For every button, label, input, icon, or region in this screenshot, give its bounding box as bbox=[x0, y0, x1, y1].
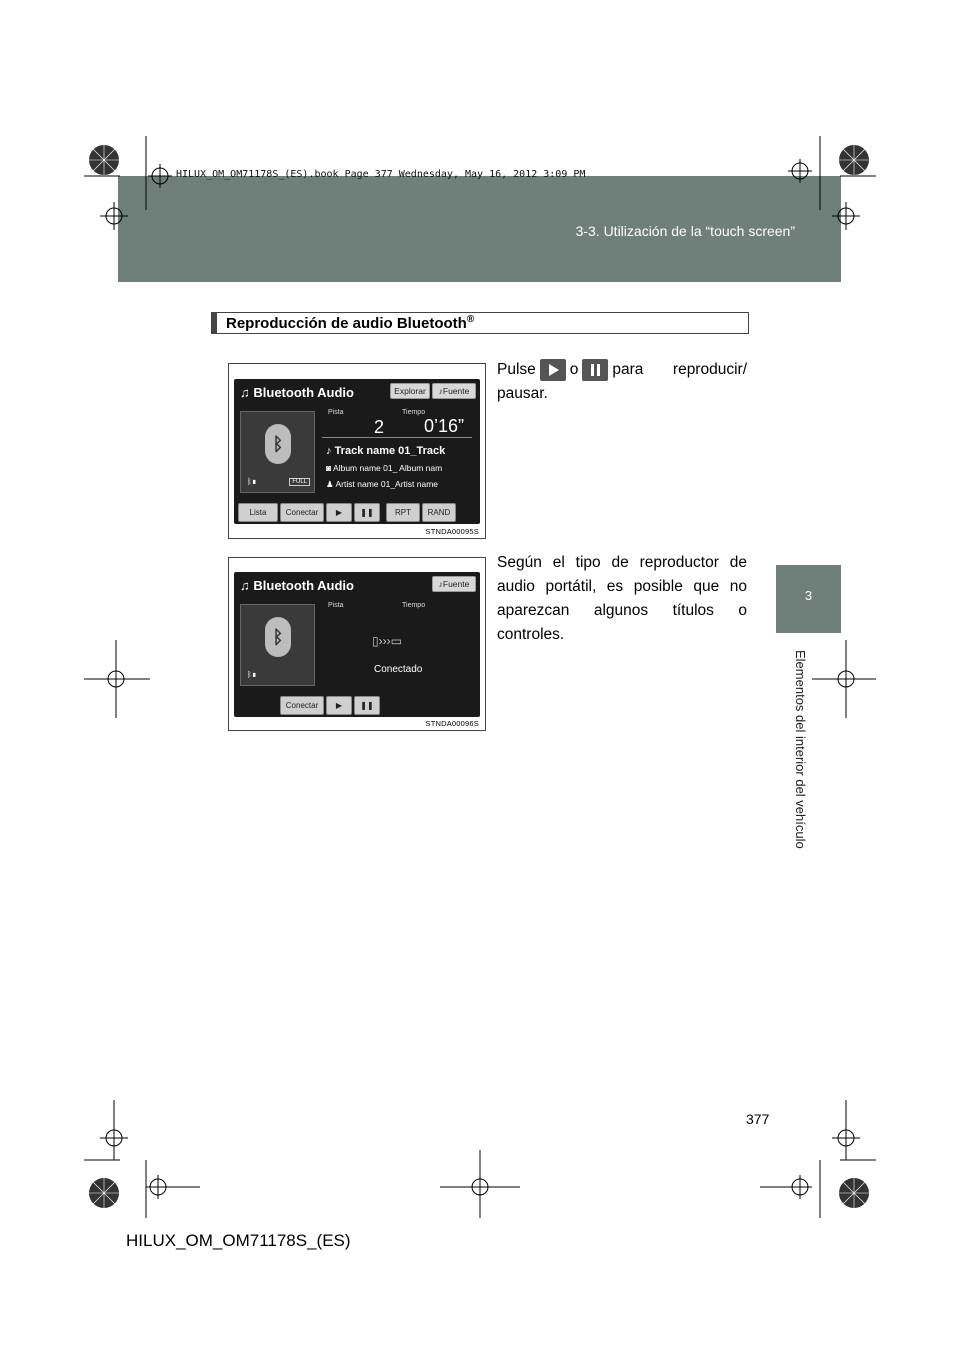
pause-button[interactable]: ❚❚ bbox=[354, 696, 380, 715]
figure-code: STNDA00095S bbox=[425, 527, 479, 536]
battery-badge: FULL bbox=[289, 478, 310, 486]
pista-label: Pista bbox=[328, 602, 344, 609]
play-button[interactable]: ▶ bbox=[326, 503, 352, 522]
pause-button[interactable]: ❚❚ bbox=[354, 503, 380, 522]
signal-icon: ᛒ▮ bbox=[247, 477, 257, 486]
tiempo-label: Tiempo bbox=[402, 602, 426, 609]
elapsed-time: 0’16” bbox=[424, 416, 465, 436]
page-number: 377 bbox=[746, 1111, 770, 1127]
artist-name: ♟ Artist name 01_Artist name bbox=[326, 479, 439, 489]
conectar-button[interactable]: Conectar bbox=[280, 503, 324, 522]
album-name: ◙ Album name 01_ Album nam bbox=[326, 463, 443, 473]
bluetooth-icon: ᛒ bbox=[265, 424, 291, 464]
connection-icon: ▯›››▭ bbox=[372, 634, 402, 648]
screen-title: ♫ Bluetooth Audio bbox=[240, 385, 354, 400]
track-name: ♪ Track name 01_Track bbox=[326, 445, 446, 457]
book-info-line: HILUX_OM_OM71178S_(ES).book Page 377 Wednesday, May 16, 2012 3:09 PM bbox=[176, 169, 586, 180]
screen-title: ♫ Bluetooth Audio bbox=[240, 578, 354, 593]
chapter-label: Elementos del interior del vehículo bbox=[793, 650, 808, 849]
conectar-button[interactable]: Conectar bbox=[280, 696, 324, 715]
signal-icon: ᛒ▮ bbox=[247, 670, 257, 679]
heading-text: Reproducción de audio Bluetooth® bbox=[226, 314, 475, 332]
figure-code: STNDA00096S bbox=[425, 719, 479, 728]
connection-status: Conectado bbox=[374, 664, 423, 675]
track-number: 2 bbox=[374, 417, 385, 437]
instruction-play-pause: Pulse o para reproducir/ pausar. bbox=[497, 358, 747, 406]
explorar-button[interactable]: Explorar bbox=[390, 383, 430, 399]
note-player-compatibility: Según el tipo de reproductor de audio portátil, es posible que no aparezcan algunos títulos o controles. bbox=[497, 554, 747, 643]
rand-button[interactable]: RAND bbox=[422, 503, 456, 522]
lista-button[interactable]: Lista bbox=[238, 503, 278, 522]
chapter-number: 3 bbox=[804, 588, 813, 603]
section-breadcrumb: 3-3. Utilización de la “touch screen” bbox=[575, 223, 795, 239]
pista-label: Pista bbox=[328, 409, 344, 416]
document-code: HILUX_OM_OM71178S_(ES) bbox=[126, 1231, 351, 1250]
bluetooth-icon: ᛒ bbox=[265, 617, 291, 657]
rpt-button[interactable]: RPT bbox=[386, 503, 420, 522]
fuente-button[interactable]: ♪Fuente bbox=[432, 576, 476, 592]
fuente-button[interactable]: ♪Fuente bbox=[432, 383, 476, 399]
play-button[interactable]: ▶ bbox=[326, 696, 352, 715]
tiempo-label: Tiempo bbox=[402, 409, 426, 416]
